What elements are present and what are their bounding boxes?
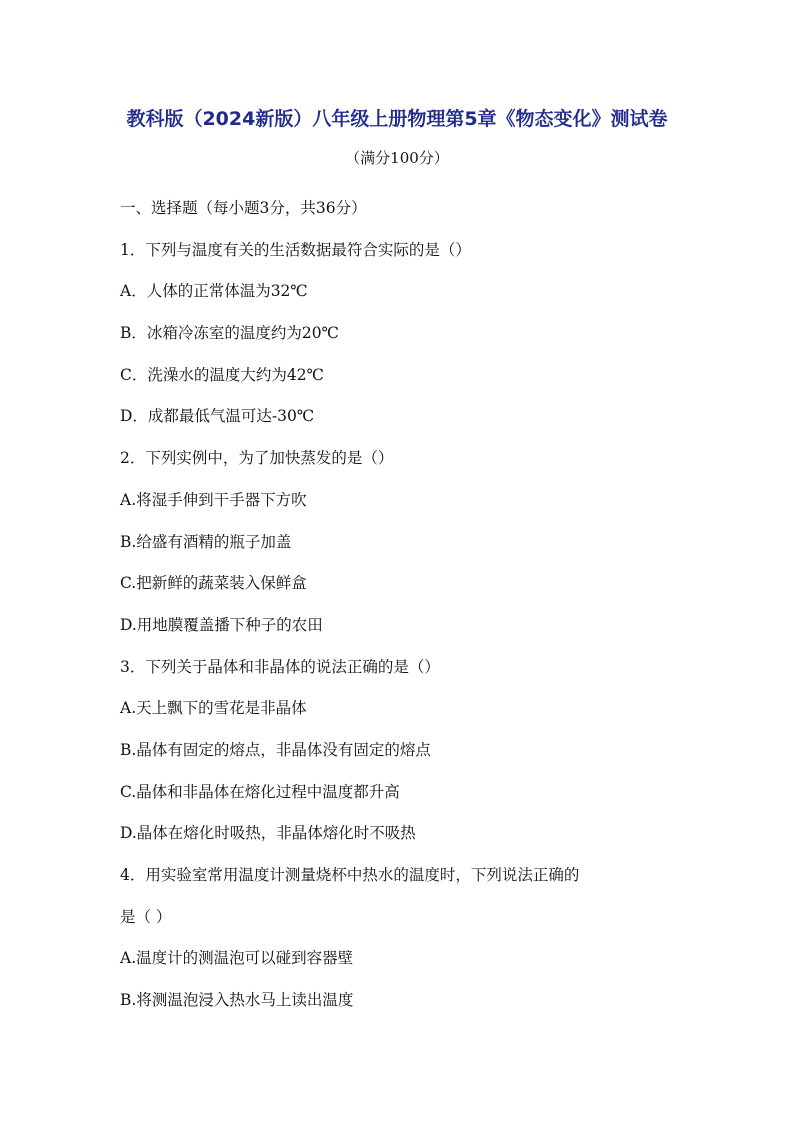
question-4-option-b: B.将测温泡浸入热水马上读出温度: [120, 991, 354, 1010]
question-3-stem: 3．下列关于晶体和非晶体的说法正确的是（）: [120, 657, 440, 676]
question-1-option-a: A．人体的正常体温为32℃: [120, 282, 308, 301]
question-2-option-b: B.给盛有酒精的瓶子加盖: [120, 532, 292, 551]
document-title: 教科版（2024新版）八年级上册物理第5章《物态变化》测试卷: [126, 108, 668, 130]
question-1-option-b: B．冰箱冷冻室的温度约为20℃: [120, 324, 339, 343]
question-2-stem: 2．下列实例中，为了加快蒸发的是（）: [120, 449, 394, 468]
question-1-option-d: D．成都最低气温可达-30℃: [120, 407, 315, 426]
question-1-stem: 1．下列与温度有关的生活数据最符合实际的是（）: [120, 240, 471, 259]
question-3-option-a: A.天上飘下的雪花是非晶体: [120, 699, 307, 718]
question-2-option-a: A.将湿手伸到干手器下方吹: [120, 490, 307, 509]
question-3-option-b: B.晶体有固定的熔点，非晶体没有固定的熔点: [120, 740, 431, 759]
question-4-option-a: A.温度计的测温泡可以碰到容器壁: [120, 949, 354, 968]
question-4-stem-continued: 是（ ）: [120, 907, 172, 926]
question-3-option-c: C.晶体和非晶体在熔化过程中温度都升高: [120, 782, 400, 801]
question-3-option-d: D.晶体在熔化时吸热，非晶体熔化时不吸热: [120, 824, 416, 843]
question-4-stem: 4．用实验室常用温度计测量烧杯中热水的温度时，下列说法正确的: [120, 866, 580, 884]
document-body: [120, 188, 690, 1022]
section-heading: 一、选择题（每小题3分，共36分）: [120, 199, 367, 217]
question-1-option-c: C．洗澡水的温度大约为42℃: [120, 365, 324, 384]
document-subtitle: （满分100分）: [345, 149, 449, 167]
question-2-option-c: C.把新鲜的蔬菜装入保鲜盒: [120, 574, 307, 593]
question-2-option-d: D.用地膜覆盖播下种子的农田: [120, 615, 323, 634]
